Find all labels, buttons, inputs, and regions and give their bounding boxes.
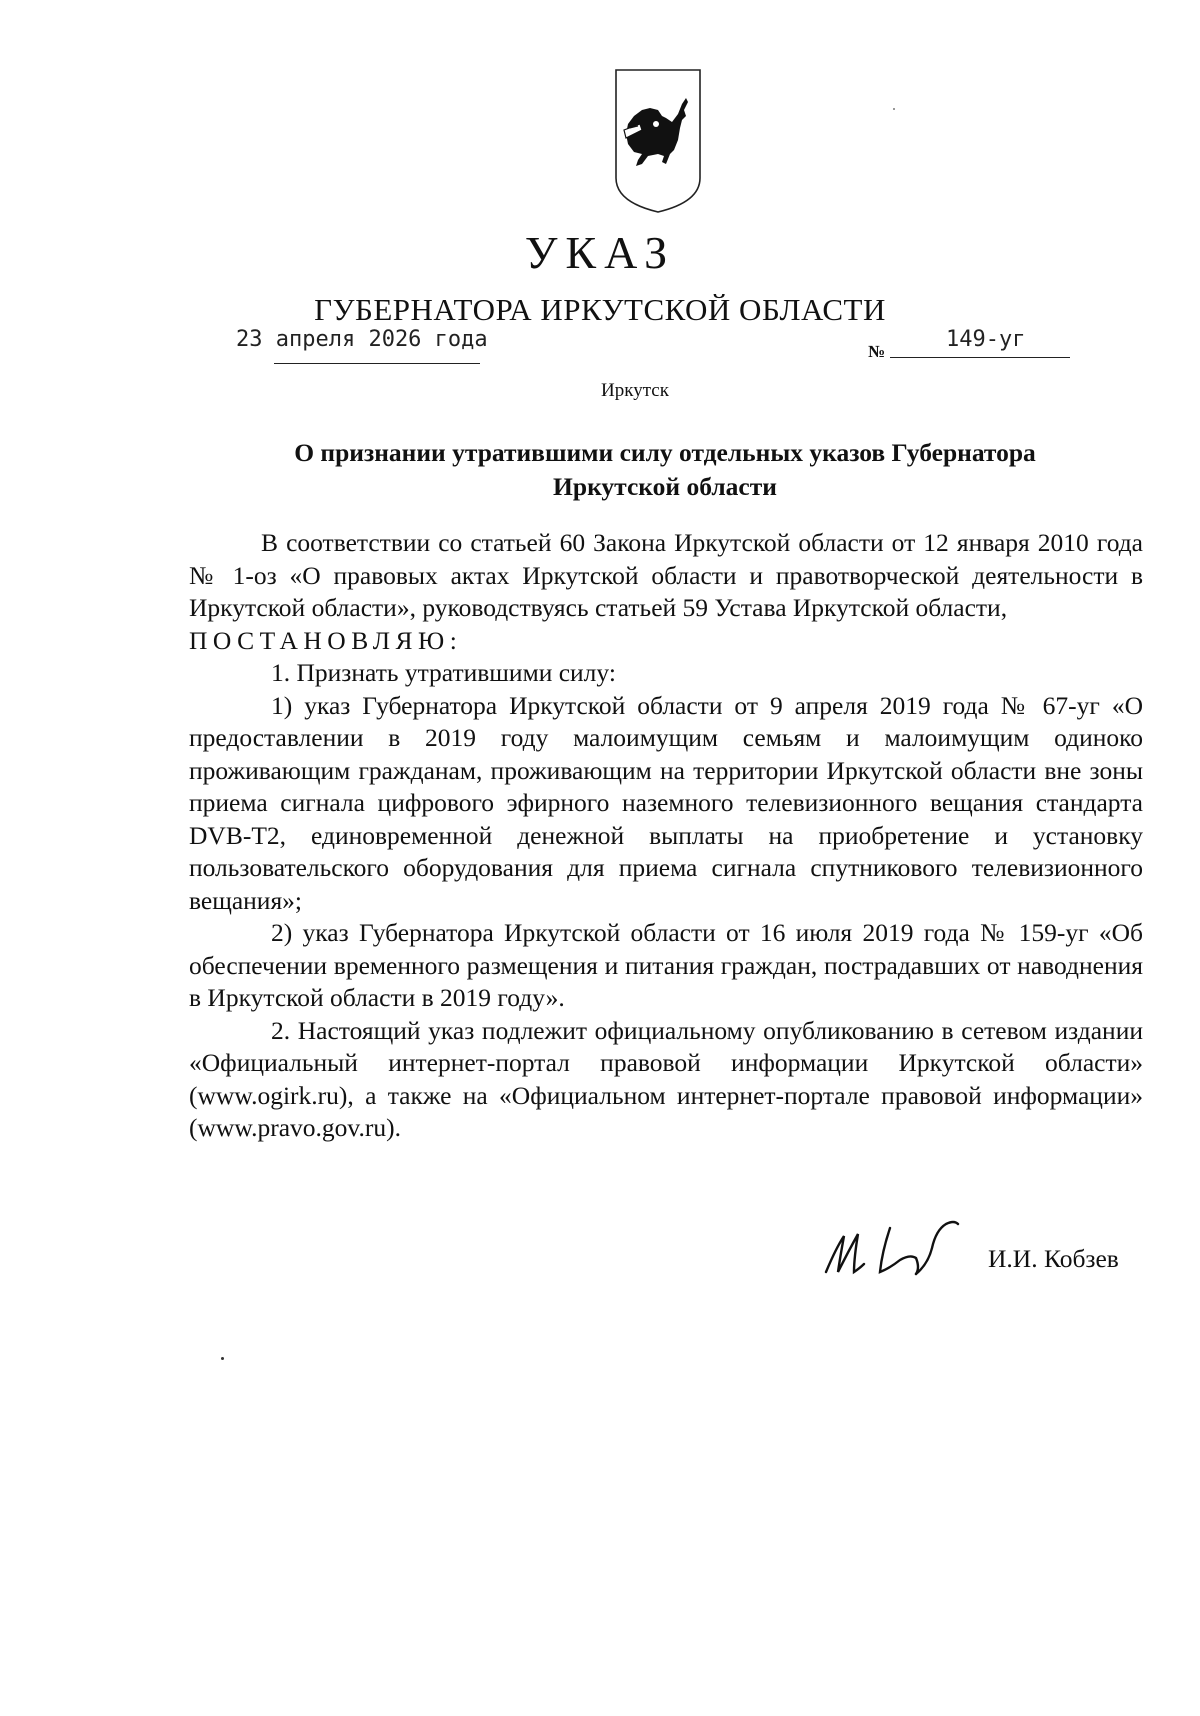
date-underline <box>274 363 480 364</box>
preamble-paragraph: В соответствии со статьей 60 Закона Иркутской области от 12 января 2010 года № 1-оз «О правовых актах Иркутской области и правотворческой деятельности в Иркутской области», руководствуясь статьей 59 Устава Иркутской области, <box>189 528 1143 622</box>
coat-of-arms-icon <box>612 66 704 216</box>
city-label: Иркутск <box>601 380 669 401</box>
decree-heading <box>190 436 1140 504</box>
heading-line-2: Иркутской области <box>553 472 777 501</box>
number-sign: № <box>868 342 886 361</box>
item-1-1: 1) указ Губернатора Иркутской области от 9 апреля 2019 года № 67-уг «О предоставлении в 2019 году малоимущим семьям и малоимущим одиноко проживающим гражданам, проживающим на территории Иркутской области вне зоны приема сигнала цифрового эфирного наземного телевизионного вещания стандарта DVB-T2, единовременной денежной выплаты на приобретение и установку пользовательского оборудования для приема сигнала спутникового телевизионного вещания»; <box>189 690 1143 915</box>
document-title: УКАЗ <box>524 227 676 278</box>
number-underline <box>890 357 1070 358</box>
decree-body <box>189 527 1143 1145</box>
item-1: 1. Признать утратившими силу: <box>271 658 616 687</box>
scan-speck <box>893 108 895 110</box>
decree-word: ПОСТАНОВЛЯЮ: <box>189 625 463 655</box>
handwritten-signature <box>820 1218 985 1278</box>
decree-number: 149-уг <box>946 327 1026 352</box>
heading-line-1: О признании утратившими силу отдельных указов Губернатора <box>294 438 1036 467</box>
signer-name: И.И. Кобзев <box>988 1244 1119 1273</box>
scan-speck <box>221 1357 224 1360</box>
item-2: 2. Настоящий указ подлежит официальному опубликованию в сетевом издании «Официальный интернет-портал правовой информации Иркутской области» (www.ogirk.ru), а также на «Официальном интернет-портале правовой информации» (www.pravo.gov.ru). <box>189 1015 1143 1142</box>
issuer-title: ГУБЕРНАТОРА ИРКУТСКОЙ ОБЛАСТИ <box>314 292 886 327</box>
item-1-2: 2) указ Губернатора Иркутской области от 16 июля 2019 года № 159-уг «Об обеспечении временного размещения и питания граждан, пострадавших от наводнения в Иркутской области в 2019 году». <box>189 918 1143 1012</box>
decree-date: 23 апреля 2026 года <box>236 327 488 352</box>
